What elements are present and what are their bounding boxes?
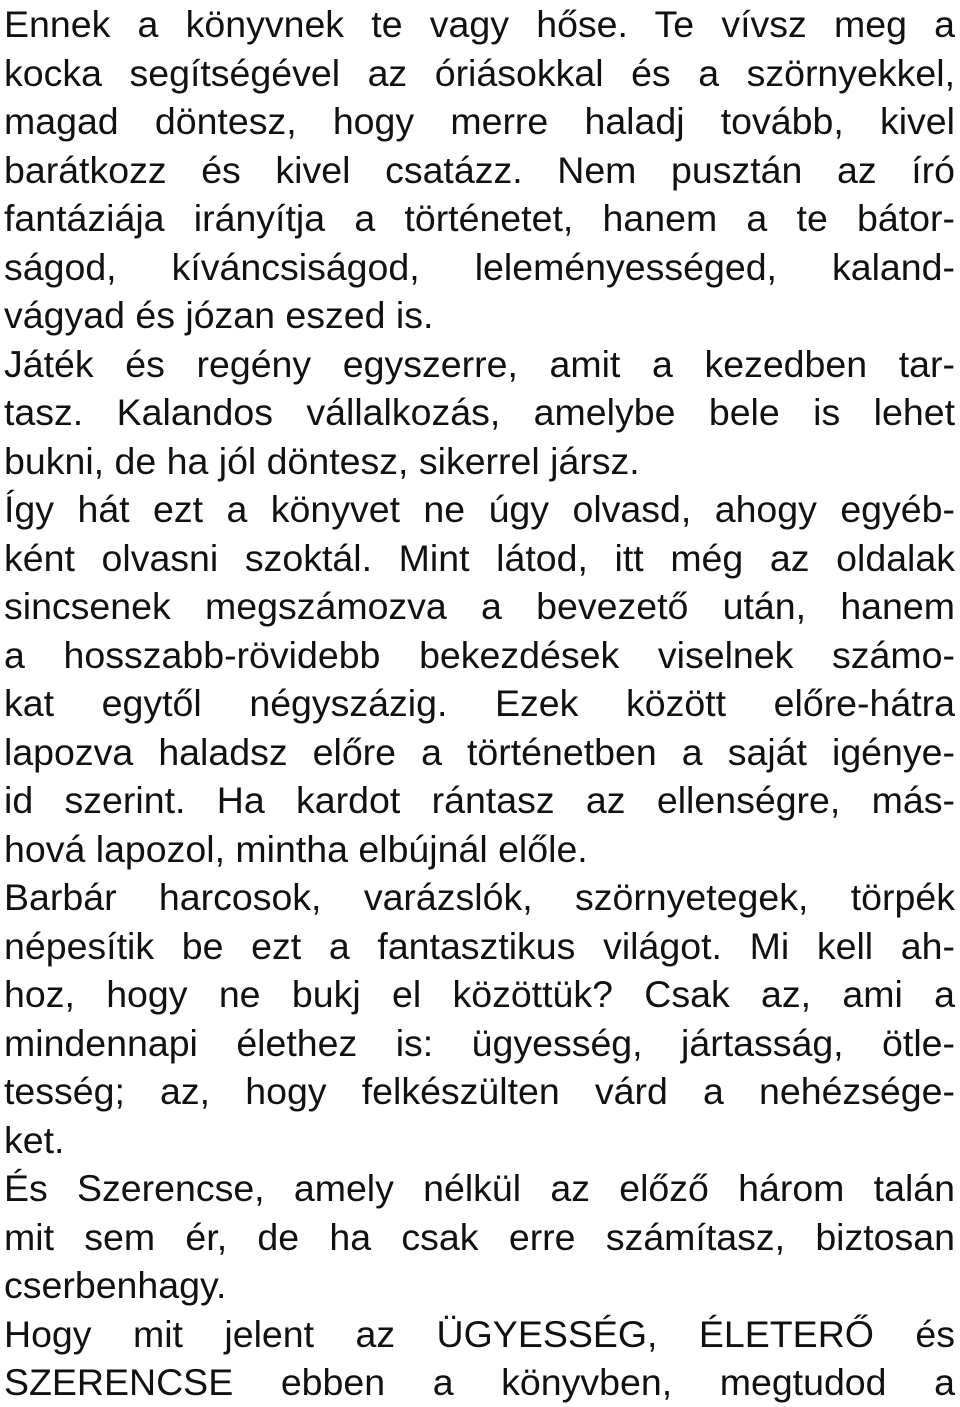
text-line: Ennek a könyvnek te vagy hőse. Te vívsz meg a (4, 3, 955, 45)
text-line: ket. (4, 1118, 65, 1161)
paragraph-3 (4, 485, 955, 873)
paragraph-6 (4, 1310, 955, 1407)
text-line: És Szerencse, amely nélkül az előző három talán (4, 1167, 955, 1209)
text-line: Barbár harcosok, varázslók, szörnyetegek, törpék (4, 876, 955, 918)
text-line: ként olvasni szoktál. Mint látod, itt még az oldalak (4, 536, 955, 579)
text-line: Hogy mit jelent az ÜGYESSÉG, ÉLETERŐ és (4, 1312, 955, 1355)
paragraph-2 (4, 340, 955, 486)
paragraph-4 (4, 873, 955, 1164)
text-line: cserbenhagy. (4, 1264, 227, 1306)
text-line: mindennapi élethez is: ügyesség, jártasság, ötle- (4, 1021, 955, 1064)
text-line: tesség; az, hogy felkészülten várd a nehézsége- (4, 1070, 955, 1112)
text-line: hová lapozol, mintha elbújnál előle. (4, 827, 588, 870)
text-line: Játék és regény egyszerre, amit a kezedben tar- (4, 342, 955, 385)
text-line: ságod, kíváncsiságod, leleményességed, kaland- (4, 245, 955, 288)
text-line: bukni, de ha jól döntesz, sikerrel jársz. (4, 439, 640, 482)
text-line: tasz. Kalandos vállalkozás, amelybe bele is lehet (4, 391, 955, 433)
text-line: fantáziája irányítja a történetet, hanem a te bátor- (4, 197, 955, 239)
text-line: kat egytől négyszázig. Ezek között előre-hátra (4, 682, 955, 724)
text-line: hoz, hogy ne bukj el közöttük? Csak az, ami a (4, 973, 955, 1015)
text-line: Így hát ezt a könyvet ne úgy olvasd, ahogy egyéb- (4, 488, 955, 530)
paragraph-1 (4, 0, 955, 340)
text-line: kocka segítségével az óriásokkal és a szörnyekkel, (4, 51, 955, 94)
text-line: SZERENCSE ebben a könyvben, megtudod a (4, 1361, 955, 1403)
text-line: mit sem ér, de ha csak erre számítasz, biztosan (4, 1215, 955, 1258)
paragraph-5 (4, 1164, 955, 1310)
text-line: vágyad és józan eszed is. (4, 294, 434, 336)
text-line: id szerint. Ha kardot rántasz az ellenségre, más- (4, 779, 955, 821)
text-line: a hosszabb-rövidebb bekezdések viselnek számo- (4, 633, 955, 676)
text-line: barátkozz és kivel csatázz. Nem pusztán az író (4, 148, 955, 191)
text-line: magad döntesz, hogy merre haladj tovább, kivel (4, 100, 955, 142)
text-line: népesítik be ezt a fantasztikus világot. Mi kell ah- (4, 924, 955, 967)
text-line: sincsenek megszámozva a bevezető után, hanem (4, 585, 955, 627)
text-line: lapozva haladsz előre a történetben a saját igénye- (4, 730, 955, 773)
